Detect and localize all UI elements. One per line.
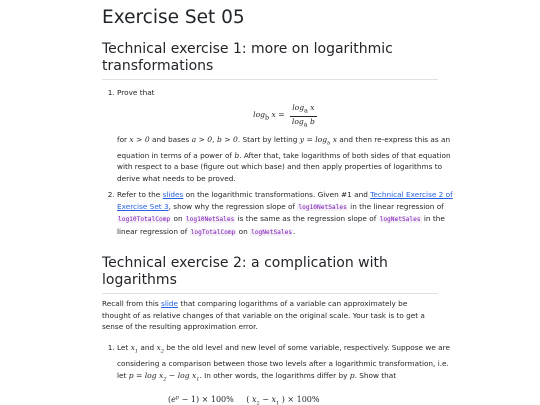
text: on the logarithmic transformations. Given #1 and (183, 190, 371, 200)
code-token: log10TotalComp (118, 216, 171, 224)
exercise-list-2 (102, 342, 453, 386)
text: and then re-express this as an equation in terms of a power of (117, 134, 451, 160)
code-token: logNetSales (251, 228, 293, 236)
text: , show why the regression slope of (168, 201, 298, 211)
math: p (349, 370, 355, 380)
text: in the linear regression of (117, 214, 445, 236)
text: . In other words, the logarithms differ by (199, 370, 350, 380)
exercise-list-1 (102, 87, 453, 238)
formula-numerator: $\log_a x$ (290, 103, 317, 118)
text: for (117, 134, 130, 144)
text: in the linear regression of (347, 201, 444, 211)
item-lead: Prove that (117, 88, 155, 97)
math: $x_1$ (130, 343, 139, 355)
section-technical-exercise-1 (102, 41, 438, 80)
text: on (171, 214, 185, 224)
code-token: logNetSales (379, 216, 421, 224)
section-technical-exercise-2 (102, 255, 438, 294)
list-item (117, 189, 453, 238)
section-heading: Technical exercise 1: more on logarithmic transformations (102, 41, 438, 80)
math: $y = \log_b x$ (299, 134, 337, 147)
text: . (293, 226, 296, 236)
section-heading: Technical exercise 2: a complication with logarithms (102, 255, 438, 294)
text: that comparing logarithms of a variable can approximately be thought of as relative changes of that variable on the original scale. Your task is to get a sense of the resulting approximation error. (102, 299, 425, 331)
display-formula (117, 103, 453, 129)
formula-denominator: $\log_a b$ (291, 117, 315, 129)
text: and (138, 343, 157, 352)
text: Recall from this (102, 299, 162, 308)
text: Let (117, 343, 131, 352)
code-token: log10NetSales (298, 203, 347, 211)
code-token: logTotalComp (190, 228, 236, 236)
math: $p = \log x_2 - \log x_1$ (128, 370, 200, 383)
formula-left-part: $(e^p - 1) \times 100\%$ (168, 394, 234, 404)
text: . After that, take logarithms of both sides of that equation with respect to a base (figure out which base) and then apply properties of logarithms to derive what needs to be proved. (117, 150, 451, 183)
exercise-set-3-link[interactable]: Technical Exercise 2 of Exercise Set 3 (117, 190, 453, 211)
slides-link[interactable]: slides (162, 190, 184, 200)
text: . Start by letting (237, 134, 300, 144)
math: x > 0 (129, 134, 150, 144)
math: b (234, 150, 240, 160)
code-token: log10NetSales (185, 216, 235, 224)
text: Refer to the (117, 190, 163, 200)
text: is the same as the regression slope of (235, 214, 379, 224)
page-title: Exercise Set 05 (102, 7, 245, 28)
list-item (117, 342, 453, 386)
formula-right-part: ( $x_2 - x_1$ ) × 100% (246, 394, 320, 405)
math: $x_2$ (156, 343, 164, 355)
display-formula-partial (168, 394, 319, 405)
text: and bases (149, 134, 192, 144)
list-item (117, 87, 453, 184)
section-intro (102, 298, 438, 333)
slide-link[interactable]: slide (161, 299, 179, 308)
formula-lhs: $\log_b x$ = (253, 110, 285, 122)
formula-fraction (290, 103, 317, 131)
math: a > 0, b > 0 (191, 134, 238, 144)
text: be the old level and new level of some variable, respectively. Suppose we are considering a comparison between those two levels after a logarithmic transformation, i.e. let (117, 343, 450, 380)
text: . Show that (354, 370, 397, 380)
text: on (236, 226, 251, 236)
